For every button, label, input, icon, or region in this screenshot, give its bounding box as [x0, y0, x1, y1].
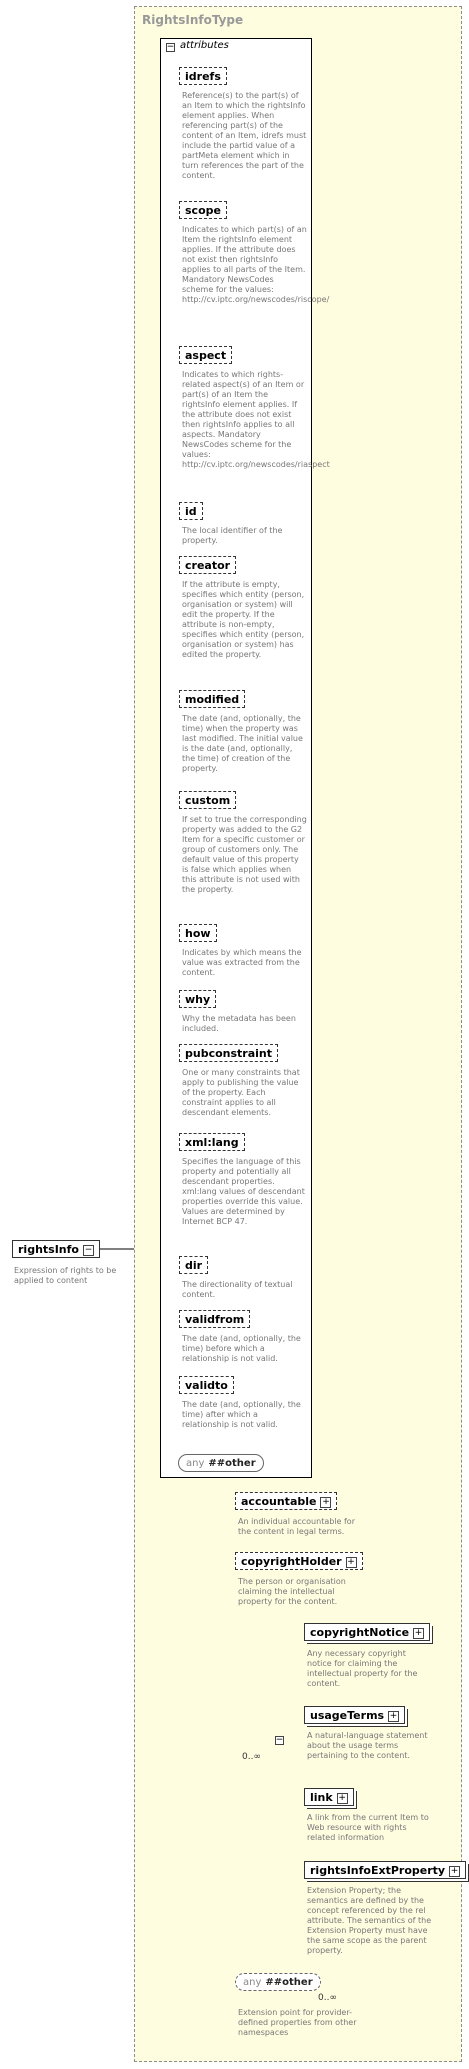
collapse-icon[interactable]: −	[275, 1735, 284, 1745]
any-prefix: any	[186, 1458, 205, 1469]
element-accountable[interactable]	[235, 1492, 337, 1510]
collapse-icon[interactable]: −	[84, 1244, 93, 1255]
root-description: Expression of rights to be applied to content	[14, 1266, 117, 1285]
expand-icon[interactable]: +	[338, 1792, 346, 1803]
attribute-modified[interactable]: modified	[179, 690, 245, 708]
element-usageTerms[interactable]	[304, 1706, 405, 1724]
expand-icon[interactable]: +	[414, 1627, 423, 1638]
attribute-description: Indicates to which part(s) of an Item the rightsInfo element applies. If the attribute does not exist then rightsInfo applies to all parts of the Item. Mandatory NewsCodes scheme for the values: http://cv.iptc.org/newscodes/riscope/	[182, 225, 330, 304]
attribute-creator[interactable]: creator	[179, 556, 236, 574]
element-description: Extension Property; the semantics are defined by the concept referenced by the rel attribute. The semantics of the Extension Property must have the same scope as the parent property.	[307, 1886, 432, 1955]
element-name: link	[310, 1791, 333, 1804]
attribute-dir[interactable]: dir	[179, 1256, 208, 1274]
collapse-icon[interactable]: −	[166, 42, 175, 52]
element-name: copyrightHolder	[241, 1555, 342, 1568]
element-rightsInfoExtProperty[interactable]	[304, 1861, 466, 1879]
element-description: An individual accountable for the content in legal terms.	[238, 1517, 355, 1536]
element-link[interactable]	[304, 1788, 354, 1806]
attribute-description: Specifies the language of this property and potentially all descendant properties. xml:lang values of descendant properties override this value. Values are determined by Internet BCP 47.	[182, 1157, 305, 1226]
attribute-why[interactable]: why	[179, 990, 216, 1008]
any-prefix: any	[243, 1977, 262, 1988]
attribute-description: If the attribute is empty, specifies which entity (person, organisation or system) will edit the property. If the attribute is non-empty, specifies which entity (person, organisation or system) has edited the property.	[182, 580, 305, 659]
attributes-label: attributes	[180, 40, 229, 51]
attribute-description: Indicates by which means the value was extracted from the content.	[182, 948, 302, 977]
attribute-how[interactable]: how	[179, 924, 217, 942]
attribute-aspect[interactable]: aspect	[179, 346, 232, 364]
root-element[interactable]	[12, 1240, 100, 1258]
attribute-description: The date (and, optionally, the time) when the property was last modified. The initial value is the date (and, optionally, the time) of creation of the property.	[182, 714, 303, 773]
attribute-idrefs[interactable]: idrefs	[179, 67, 227, 85]
any-namespace: ##other	[208, 1458, 256, 1469]
element-name: usageTerms	[310, 1709, 385, 1722]
attribute-pubconstraint[interactable]: pubconstraint	[179, 1044, 278, 1062]
element-description: A natural-language statement about the usage terms pertaining to the content.	[307, 1731, 428, 1760]
attribute-description: If set to true the corresponding property was added to the G2 Item for a specific customer or group of customers only. The default value of this property is false which applies when this attribute is not used with the property.	[182, 815, 307, 894]
any-description: Extension point for provider-defined properties from other namespaces	[238, 2008, 357, 2037]
expand-icon[interactable]: +	[450, 1865, 459, 1876]
attribute-validto[interactable]: validto	[179, 1376, 234, 1394]
attribute-description: Reference(s) to the part(s) of an Item to which the rightsInfo element applies. When referencing part(s) of the content of an Item, idrefs must include the partid value of a partMeta element which in turn references the part of the content.	[182, 91, 307, 180]
attribute-description: Why the metadata has been included.	[182, 1014, 296, 1033]
attribute-description: Indicates to which rights-related aspect(s) of an Item or part(s) of an Item the rightsInfo element applies. If the attribute does not exist then rightsInfo applies to all aspects. Mandatory NewsCodes scheme for the values: http://cv.iptc.org/newscodes/riaspect	[182, 370, 330, 469]
attribute-description: The date (and, optionally, the time) before which a relationship is not valid.	[182, 1334, 301, 1363]
attribute-scope[interactable]: scope	[179, 201, 227, 219]
root-name: rightsInfo	[18, 1243, 79, 1256]
element-description: A link from the current Item to Web resource with rights related information	[307, 1813, 429, 1842]
expand-icon[interactable]: +	[389, 1710, 398, 1721]
element-copyrightHolder[interactable]	[235, 1552, 363, 1570]
attribute-description: One or many constraints that apply to publishing the value of the property. Each constraint applies to all descendant elements.	[182, 1068, 300, 1117]
element-description: Any necessary copyright notice for claiming the intellectual property for the content.	[307, 1649, 418, 1688]
attribute-validfrom[interactable]: validfrom	[179, 1310, 250, 1328]
element-name: accountable	[241, 1495, 317, 1508]
type-name: RightsInfoType	[142, 13, 244, 27]
element-copyrightNotice[interactable]	[304, 1623, 430, 1641]
expand-icon[interactable]: +	[347, 1556, 355, 1567]
attribute-xml-lang[interactable]: xml:lang	[179, 1133, 245, 1151]
attribute-description: The date (and, optionally, the time) after which a relationship is not valid.	[182, 1400, 301, 1429]
expand-icon[interactable]: +	[322, 1496, 330, 1507]
element-name: copyrightNotice	[310, 1626, 410, 1639]
attribute-any-wildcard[interactable]	[178, 1454, 264, 1472]
element-any-wildcard[interactable]	[235, 1973, 321, 1991]
any-namespace: ##other	[265, 1977, 313, 1988]
any-multiplicity: 0..∞	[318, 1993, 337, 2003]
choice-multiplicity: 0..∞	[242, 1752, 261, 1762]
element-description: The person or organisation claiming the intellectual property for the content.	[238, 1577, 346, 1606]
attribute-description: The local identifier of the property.	[182, 526, 283, 545]
element-name: rightsInfoExtProperty	[310, 1864, 446, 1877]
attribute-description: The directionality of textual content.	[182, 1280, 293, 1299]
attribute-custom[interactable]: custom	[179, 791, 236, 809]
attribute-id[interactable]: id	[179, 502, 203, 520]
